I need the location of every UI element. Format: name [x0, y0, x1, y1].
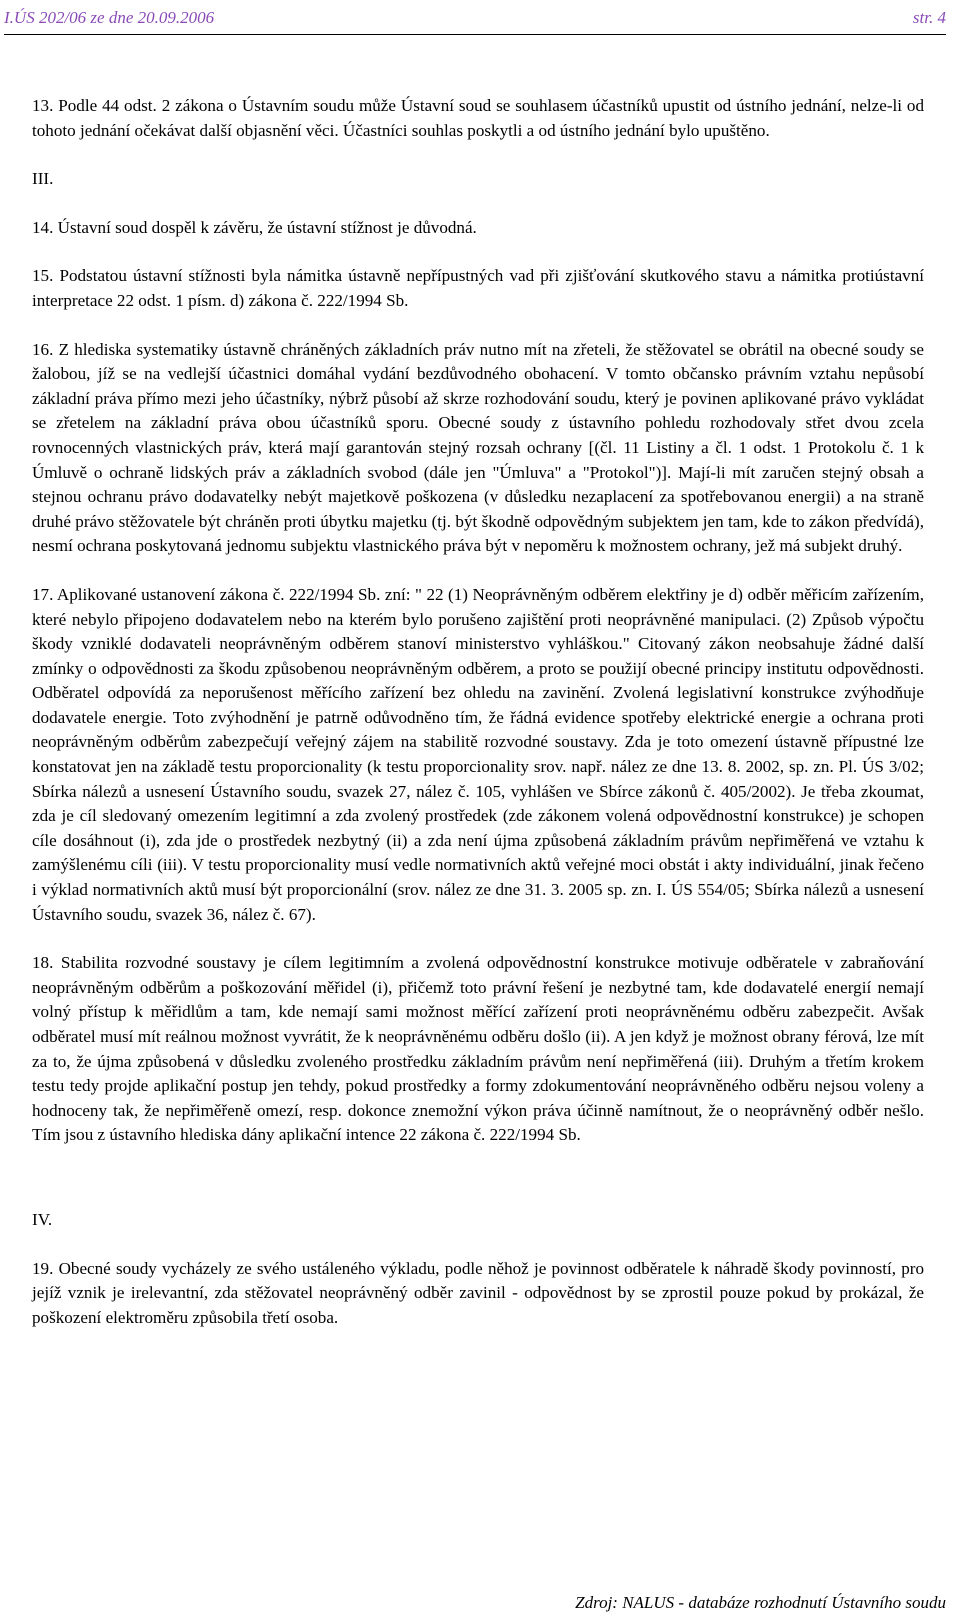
document-body: [32, 94, 924, 1330]
paragraph-19: 19. Obecné soudy vycházely ze svého ustáleného výkladu, podle něhož je povinnost odběratele k náhradě škody povinností, pro jejíž vznik je irelevantní, zda stěžovatel neoprávněný odběr zavinil - odpovědnost by se zprostil pouze pokud by prokázal, že poškození elektroměru způsobila třetí osoba.: [32, 1258, 924, 1327]
paragraph-14: 14. Ústavní soud dospěl k závěru, že ústavní stížnost je důvodná.: [32, 217, 477, 237]
source-footer: Zdroj: NALUS - databáze rozhodnutí Ústavního soudu: [575, 1593, 946, 1612]
paragraph-16: 16. Z hlediska systematiky ústavně chráněných základních práv nutno mít na zřeteli, že stěžovatel se obrátil na obecné soudy se žalobou, jíž se na vedlejší účastnici domáhal vydání bezdůvodného obohacení. V tomto občansko právním vztahu nepůsobí základní práva přímo mezi jeho účastníky, nýbrž působí až skrze rozhodování soudu, který je povinen aplikované právo vykládat se zřetelem na základní práva obou účastníků sporu. Obecné soudy z ústavního pohledu rozhodovaly střet dvou zcela rovnocenných vlastnických práv, která mají garantován stejný rozsah ochrany [(čl. 11 Listiny a čl. 1 odst. 1 Protokolu č. 1 k Úmluvě o ochraně lidských práv a základních svobod (dále jen "Úmluva" a "Protokol")]. Mají-li mít zaručen stejný obsah a stejnou ochranu právo dodavatelky nebýt majetkově poškozena (v důsledku nezaplacení za spotřebovanou energii) a na straně druhé právo stěžovatele být chráněn proti úbytku majetku (tj. být škodně odpovědným subjektem jen tam, kde to zákon předvídá), nesmí ochrana poskytovaná jednomu subjektu vlastnického práva být v nepoměru k možnostem ochrany, jež má subjekt druhý.: [32, 339, 924, 556]
paragraph-18: 18. Stabilita rozvodné soustavy je cílem legitimním a zvolená odpovědnostní konstrukce motivuje odběratele v zabraňování neoprávněným odběrům a poškozování měřidel (i), přičemž toto právní řešení je nezbytné tam, kde dodavatelé energií nemají volný přístup k měřidlům a tam, kde nemají sami možnost měřící zařízení proti neoprávněnému odběru zabezpečit. Avšak odběratel musí mít reálnou možnost vyvrátit, že k neoprávněnému odběru došlo (ii). A jen když je možnost obrany férová, lze mít za to, že újma způsobená v důsledku zvoleného prostředku základním právům není nepřiměřená (iii). Druhým a třetím krokem testu tedy projde aplikační postup jen tehdy, pokud prostředky a formy zdokumentování neoprávněného odběru nejsou voleny a hodnoceny tak, že nepřiměřeně omezí, resp. dokonce znemožní výkon práva účinně namítnout, že o neoprávněný odběr nešlo. Tím jsou z ústavního hlediska dány aplikační intence 22 zákona č. 222/1994 Sb.: [32, 953, 924, 1145]
page-number: str. 4: [912, 8, 946, 27]
section-heading-iv: IV.: [32, 1209, 53, 1229]
section-heading-iii: III.: [32, 169, 54, 189]
paragraph-15: 15. Podstatou ústavní stížnosti byla námitka ústavně nepřípustných vad při zjišťování skutkového stavu a námitka protiústavní interpretace 22 odst. 1 písm. d) zákona č. 222/1994 Sb.: [32, 266, 924, 310]
paragraph-17: 17. Aplikované ustanovení zákona č. 222/1994 Sb. zní: " 22 (1) Neoprávněným odběrem elektřiny je d) odběr měřicím zařízením, které nebylo připojeno dodavatelem nebo na kterém bylo porušeno zajištění proti neoprávněné manipulaci. (2) Způsob výpočtu škody vzniklé dodavateli neoprávněným odběrem stanoví ministerstvo vyhláškou." Citovaný zákon neobsahuje žádné další zmínky o odpovědnosti za škodu způsobenou neoprávněným odběrem, a proto se použijí obecné principy institutu odpovědnosti. Odběratel odpovídá za neporušenost měřícího zařízení bez ohledu na zavinění. Zvolená legislativní konstrukce zvýhodňuje dodavatele energie. Toto zvýhodnění je patrně odůvodněno tím, že řádná evidence spotřeby elektrické energie a ochrana proti neoprávněným odběrům zabezpečují veřejný zájem na stabilitě rozvodné soustavy. Zda je toto omezení ústavně přípustné lze konstatovat jen na základě testu proporcionality (k testu proporcionality srov. např. nález ze dne 13. 8. 2002, sp. zn. Pl. ÚS 3/02; Sbírka nálezů a usnesení Ústavního soudu, svazek 27, nález č. 105, vyhlášen ve Sbírce zákonů č. 405/2002). Je třeba zkoumat, zda je cíl sledovaný omezením legitimní a zda zvolený prostředek (zde zákonem volená odpovědnostní konstrukce) je schopen cíle dosáhnout (i), zda jde o prostředek nezbytný (ii) a zda není újma způsobená základním právům nepřiměřená ve vztahu k zamýšlenému cíli (iii). V testu proporcionality musí vedle normativních aktů veřejné moci obstát i akty individuální, jinak řečeno i výklad normativních aktů musí být proporcionální (srov. nález ze dne 31. 3. 2005 sp. zn. I. ÚS 554/05; Sbírka nálezů a usnesení Ústavního soudu, svazek 36, nález č. 67).: [32, 584, 924, 924]
paragraph-13: 13. Podle 44 odst. 2 zákona o Ústavním soudu může Ústavní soud se souhlasem účastníků upustit od ústního jednání, nelze-li od tohoto jednání očekávat další objasnění věci. Účastníci souhlas poskytli a od ústního jednání bylo upuštěno.: [32, 96, 924, 140]
case-reference: I.ÚS 202/06 ze dne 20.09.2006: [4, 8, 215, 27]
page-header: [4, 6, 946, 35]
